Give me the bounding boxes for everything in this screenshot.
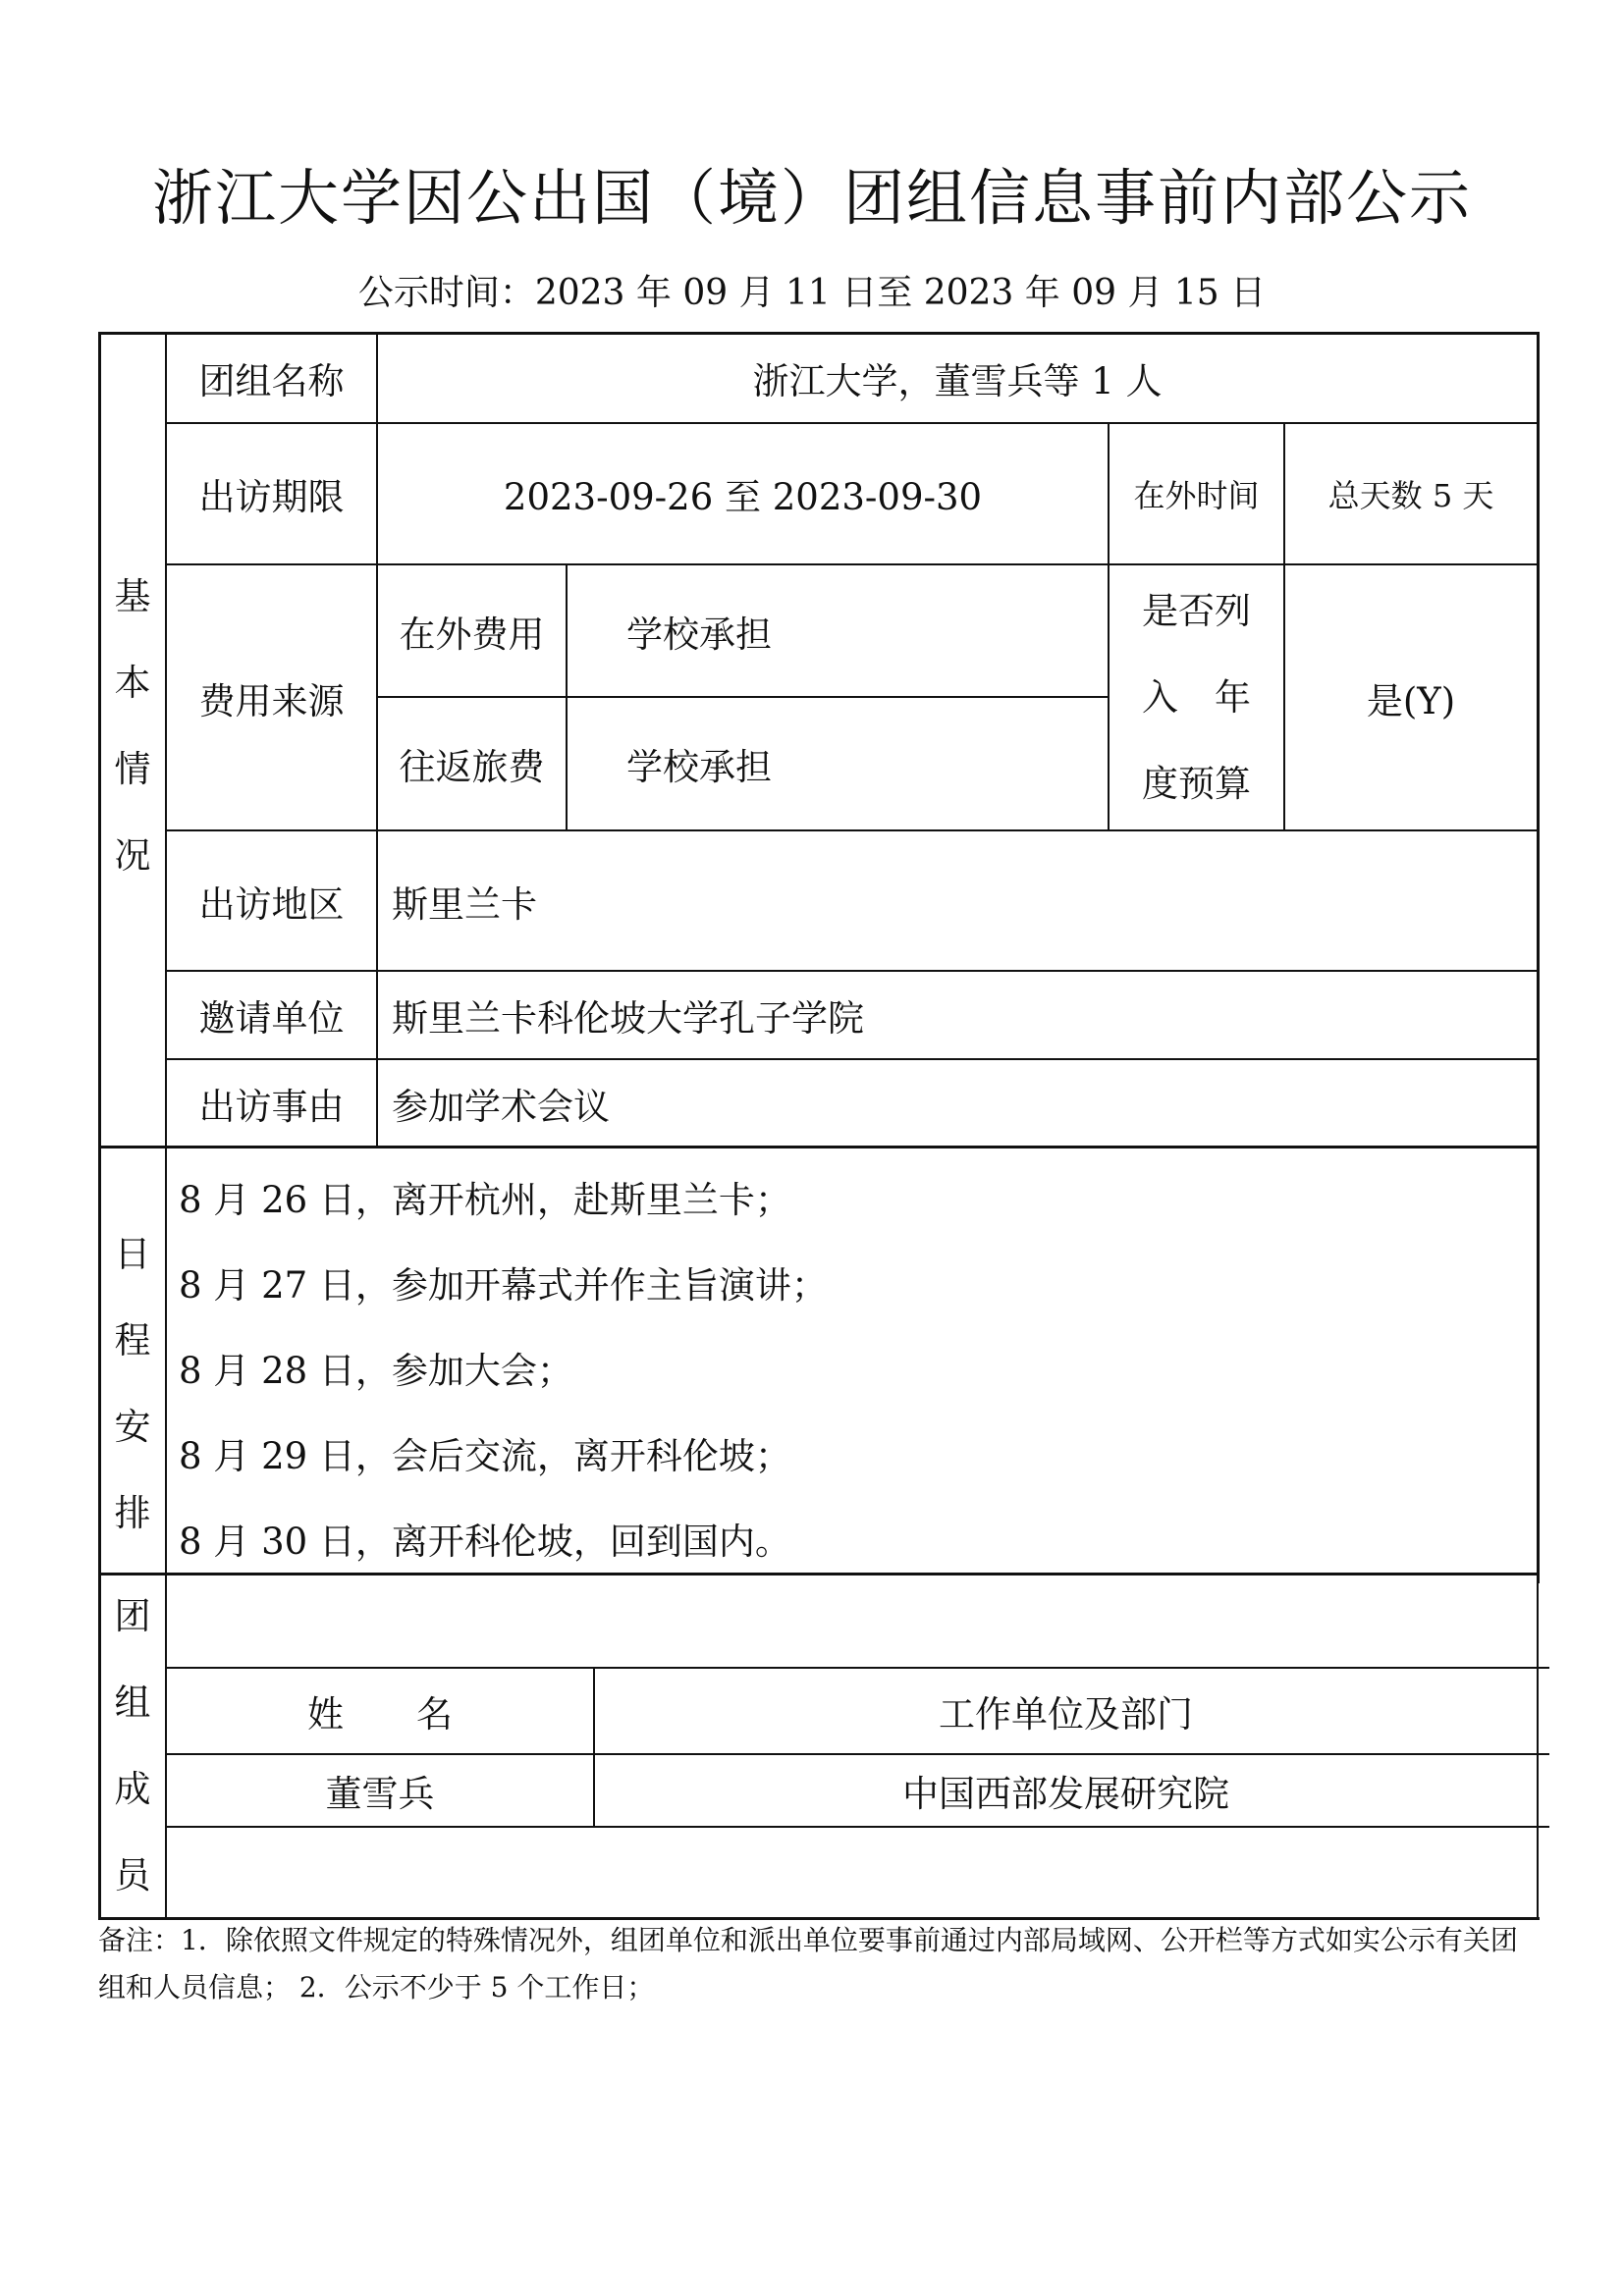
section-label-char: 况 [114, 834, 151, 877]
section-label-basic [100, 569, 165, 883]
publicity-period: 公示时间：2023 年 09 月 11 日至 2023 年 09 月 15 日 [357, 273, 1267, 313]
region-value: 斯里兰卡 [392, 882, 537, 926]
budget-value: 是(Y) [1366, 679, 1456, 722]
budget-label-line: 入 年 [1142, 675, 1251, 719]
page-title: 浙江大学因公出国（境）团组信息事前内部公示 [151, 162, 1472, 234]
schedule-item: 8 月 27 日，参加开幕式并作主旨演讲； [179, 1264, 828, 1307]
period-label: 出访期限 [198, 476, 345, 518]
abroad-time-label: 在外时间 [1133, 477, 1260, 514]
section-label-char: 日 [114, 1233, 151, 1275]
inviter-label: 邀请单位 [198, 997, 345, 1040]
section-label-char: 情 [114, 748, 151, 790]
section-line [98, 1146, 1540, 1148]
budget-label [1110, 565, 1283, 829]
section-label-char: 程 [114, 1319, 151, 1362]
table-border-right-lower [1537, 1583, 1539, 1920]
section-label-char: 成 [114, 1768, 151, 1810]
budget-label-line: 度预算 [1142, 762, 1251, 805]
schedule-item: 8 月 26 日，离开杭州，赴斯里兰卡； [179, 1179, 791, 1221]
abroad-cost-label: 在外费用 [399, 613, 545, 656]
travel-cost-value: 学校承担 [626, 746, 772, 788]
group-name-value: 浙江大学，董雪兵等 1 人 [752, 360, 1163, 402]
section-label-char: 员 [114, 1854, 151, 1896]
schedule-item: 8 月 29 日，会后交流，离开科伦坡； [179, 1435, 791, 1477]
region-label: 出访地区 [198, 882, 345, 926]
section-label-char: 安 [114, 1406, 151, 1448]
table-border-right [1537, 332, 1540, 1583]
section-label-char: 排 [114, 1492, 151, 1534]
footnote: 备注：1．除依照文件规定的特殊情况外，组团单位和派出单位要事前通过内部局域网、公开栏等方式如实公示有关团组和人员信息； 2．公示不少于 5 个工作日； [98, 1924, 1518, 2003]
schedule-item: 8 月 30 日，离开科伦坡，回到国内。 [179, 1521, 791, 1563]
section-label-members [100, 1575, 165, 1917]
budget-label-line: 是否列 [1142, 589, 1251, 632]
section-label-char: 本 [114, 662, 151, 704]
group-name-label: 团组名称 [198, 360, 345, 402]
member-unit: 中国西部发展研究院 [902, 1773, 1229, 1815]
section-label-char: 基 [114, 575, 151, 617]
abroad-time-value: 总天数 5 天 [1327, 477, 1494, 514]
travel-cost-label: 往返旅费 [399, 746, 545, 788]
period-value: 2023-09-26 至 2023-09-30 [503, 476, 983, 518]
reason-value: 参加学术会议 [392, 1085, 610, 1128]
cost-source-label: 费用来源 [198, 679, 345, 722]
member-header-unit: 工作单位及部门 [939, 1693, 1193, 1735]
member-header-name: 姓 名 [307, 1693, 453, 1735]
abroad-cost-value: 学校承担 [626, 613, 772, 656]
section-label-char: 团 [114, 1595, 151, 1637]
schedule-item: 8 月 28 日，参加大会； [179, 1350, 573, 1392]
member-row-line [165, 1826, 1549, 1828]
member-name: 董雪兵 [325, 1773, 435, 1815]
reason-label: 出访事由 [198, 1085, 345, 1128]
section-label-char: 组 [114, 1682, 151, 1724]
section-label-schedule [100, 1188, 165, 1580]
inviter-value: 斯里兰卡科伦坡大学孔子学院 [392, 997, 864, 1040]
section-line [98, 1573, 1540, 1575]
